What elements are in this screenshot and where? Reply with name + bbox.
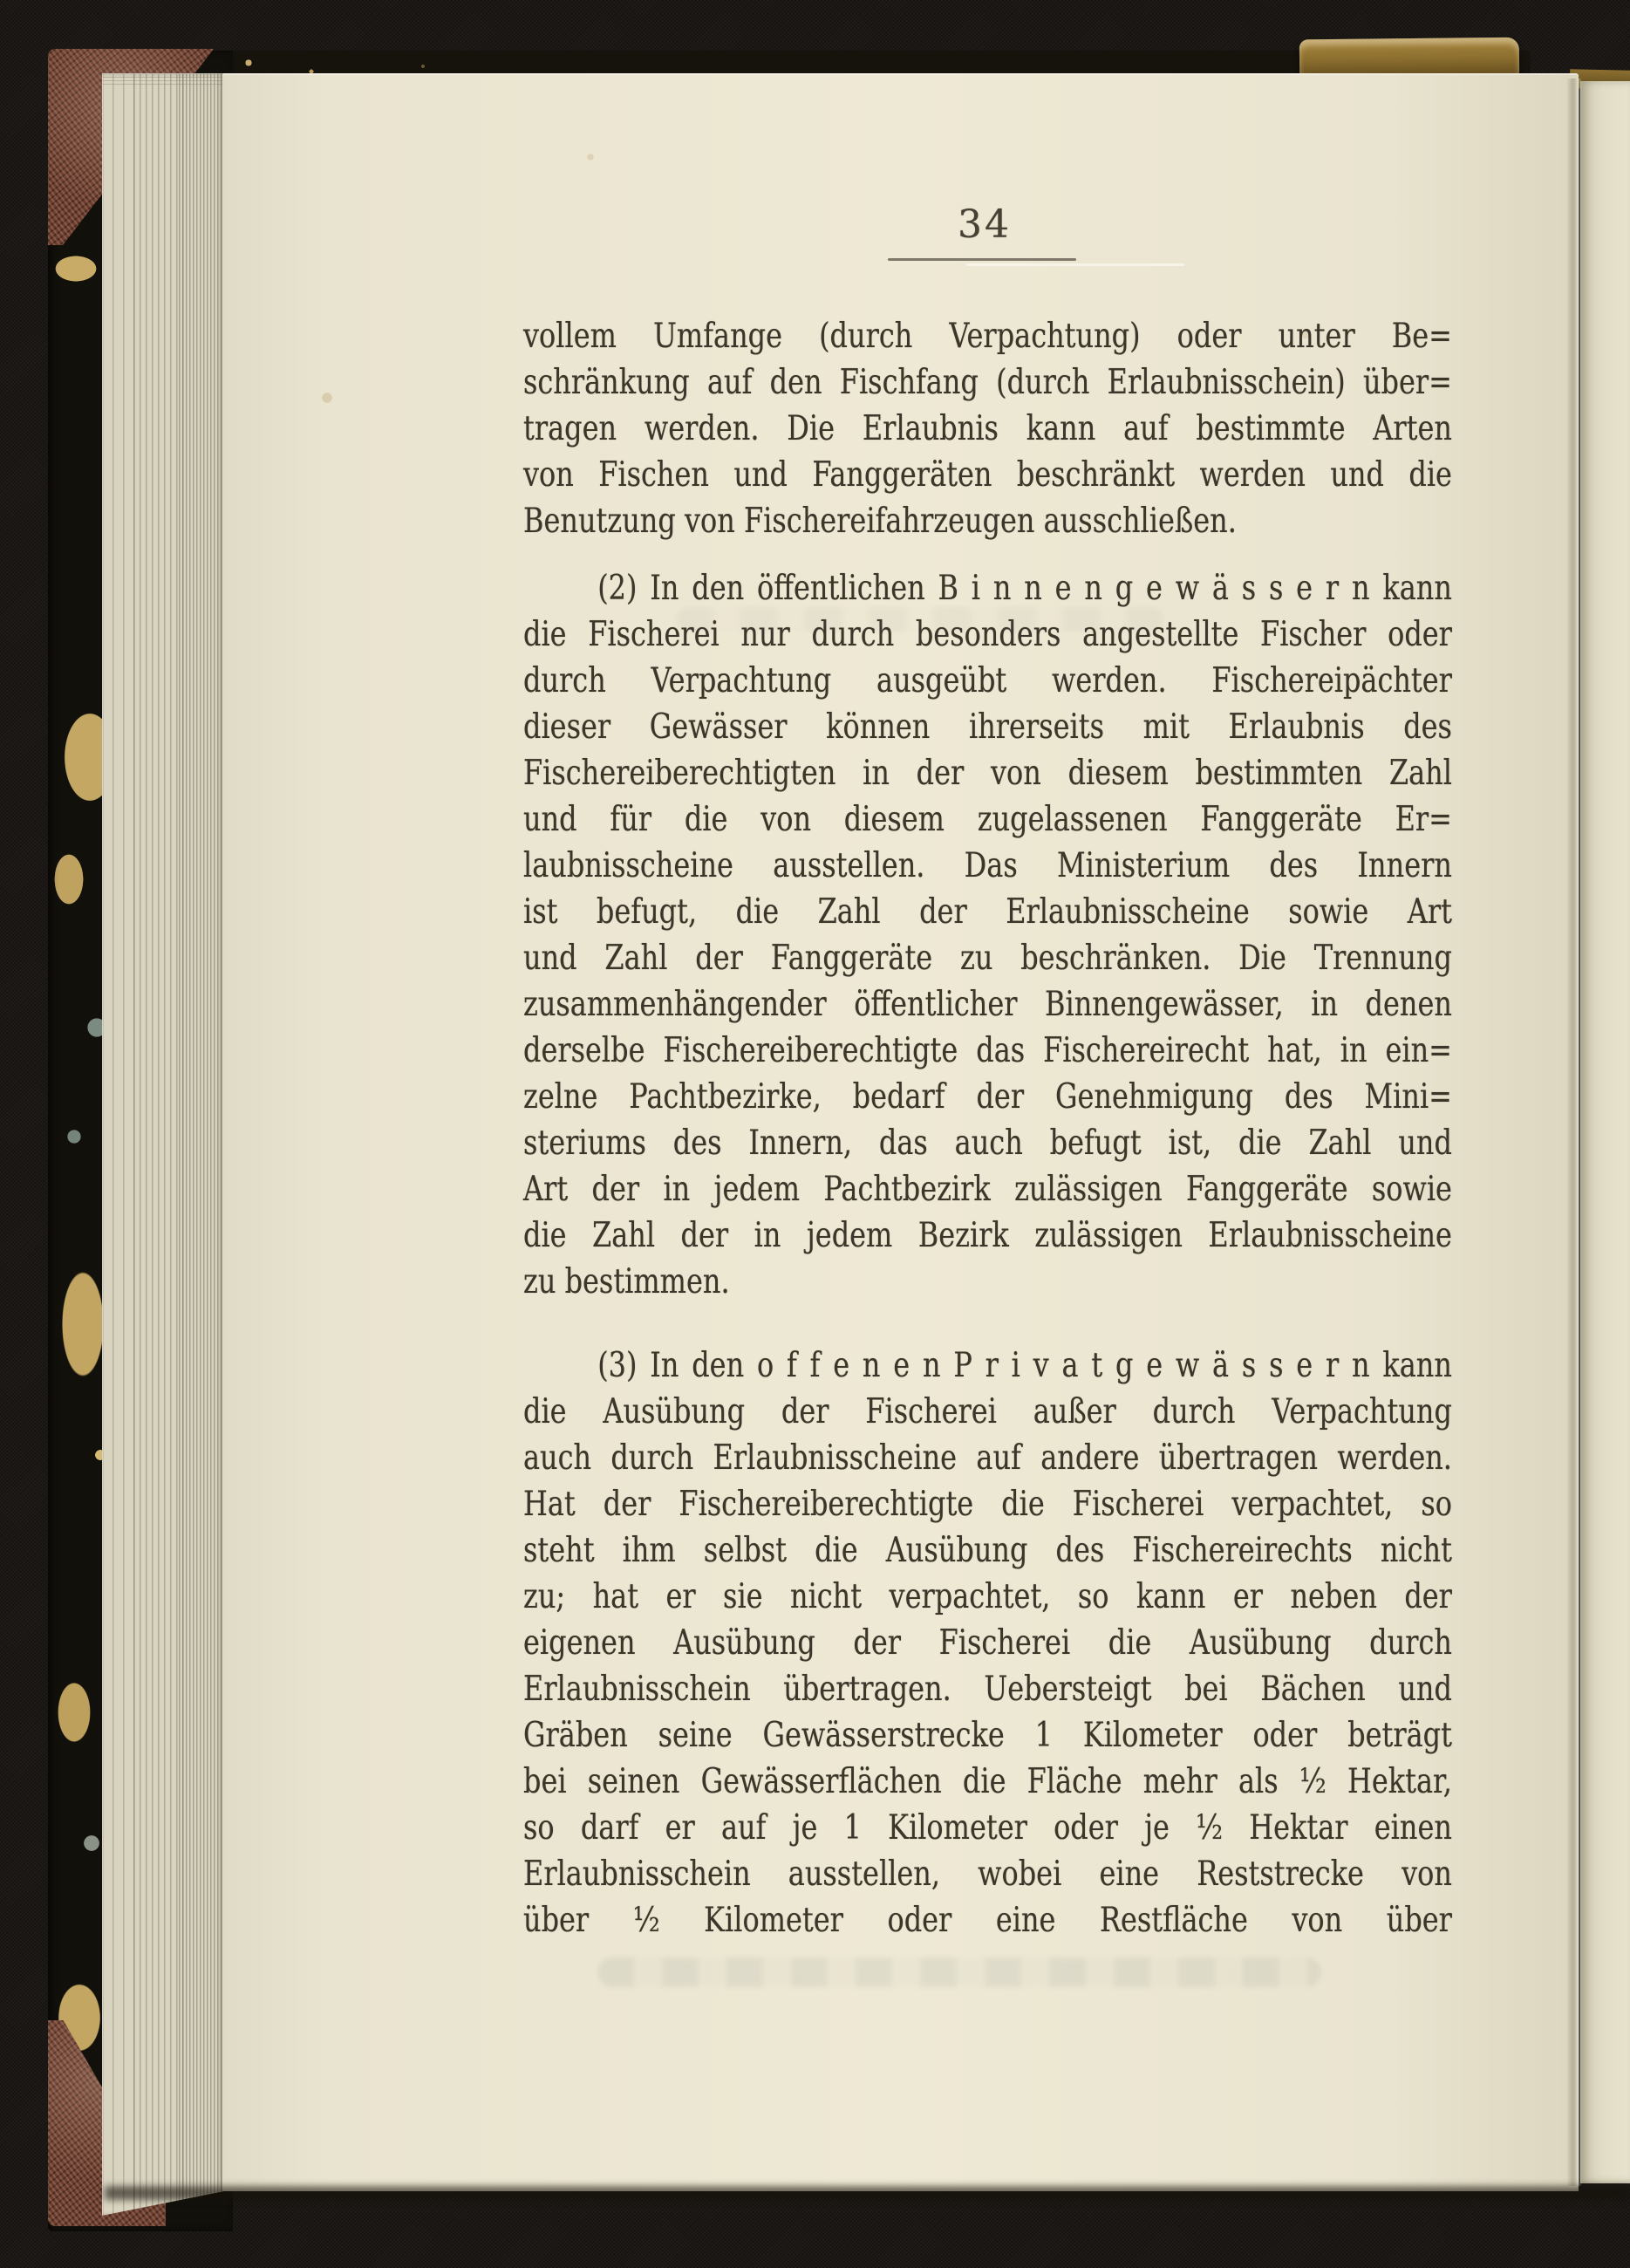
text-line: die Ausübung der Fischerei außer durch Verpachtung — [523, 1392, 1452, 1431]
book-page — [222, 73, 1579, 2191]
show-through-smudge — [597, 1957, 1321, 1987]
page-bottom-shadow — [105, 2186, 1630, 2200]
text-line: Gräben seine Gewässerstrecke 1 Kilometer oder beträgt — [523, 1716, 1452, 1755]
text-line: Hat der Fischereiberechtigte die Fischerei verpachtet, so — [523, 1485, 1452, 1524]
gutter-page-strip — [1580, 81, 1630, 2183]
text-line: über ½ Kilometer oder eine Restfläche von über — [523, 1901, 1452, 1940]
text-line: steriums des Innern, das auch befugt ist, die Zahl und — [523, 1124, 1452, 1163]
text-line: laubnisscheine ausstellen. Das Ministerium des Innern — [523, 846, 1452, 885]
text-line: von Fischen und Fanggeräten beschränkt werden und die — [523, 455, 1452, 495]
text-line: Benutzung von Fischereifahrzeugen ausschließen. — [523, 502, 1237, 541]
text-line: vollem Umfange (durch Verpachtung) oder unter Be= — [523, 317, 1452, 356]
text-line: Erlaubnisschein übertragen. Uebersteigt bei Bächen und — [523, 1670, 1452, 1709]
text-line: die Zahl der in jedem Bezirk zulässigen Erlaubnisscheine — [523, 1216, 1452, 1255]
text-line: bei seinen Gewässerflächen die Fläche mehr als ½ Hektar, — [523, 1762, 1452, 1801]
show-through-smudge — [676, 607, 1164, 632]
text-line: und für die von diesem zugelassenen Fanggeräte Er= — [523, 800, 1452, 839]
text-line: zelne Pachtbezirke, bedarf der Genehmigung des Mini= — [523, 1077, 1452, 1117]
text-line: durch Verpachtung ausgeübt werden. Fischereipächter — [523, 661, 1452, 700]
text-line: auch durch Erlaubnisscheine auf andere übertragen werden. — [523, 1438, 1452, 1478]
text-block — [523, 73, 1452, 2191]
text-line: und Zahl der Fanggeräte zu beschränken. Die Trennung — [523, 939, 1452, 978]
page-edge-stack — [102, 73, 224, 2216]
paragraph-p2 — [523, 565, 1452, 1305]
text-line: schränkung auf den Fischfang (durch Erlaubnisschein) über= — [523, 363, 1452, 402]
text-line: zu bestimmen. — [523, 1262, 730, 1301]
page-number: 34 — [958, 202, 1012, 247]
gutter-fold-shadow — [1566, 79, 1582, 2186]
text-line: Erlaubnisschein ausstellen, wobei eine Reststrecke von — [523, 1855, 1452, 1894]
text-line: ist befugt, die Zahl der Erlaubnisscheine sowie Art — [523, 892, 1452, 932]
text-line: (3) In den o f f e n e n P r i v a t g e w ä s s e r n kann — [597, 1346, 1452, 1385]
text-line: eigenen Ausübung der Fischerei die Ausübung durch — [523, 1623, 1452, 1663]
text-line: zusammenhängender öffentlicher Binnengewässer, in denen — [523, 985, 1452, 1024]
paragraph-p3 — [523, 1342, 1452, 1944]
text-line: dieser Gewässer können ihrerseits mit Erlaubnis des — [523, 707, 1452, 747]
paragraph-p1 — [523, 313, 1452, 544]
text-line: Fischereiberechtigten in der von diesem bestimmten Zahl — [523, 754, 1452, 793]
text-line: steht ihm selbst die Ausübung des Fischereirechts nicht — [523, 1531, 1452, 1570]
text-line: zu; hat er sie nicht verpachtet, so kann er neben der — [523, 1577, 1452, 1616]
text-line: so darf er auf je 1 Kilometer oder je ½ Hektar einen — [523, 1808, 1452, 1848]
text-line: die Fischerei nur durch besonders angestellte Fischer oder — [523, 615, 1452, 654]
text-line: Art der in jedem Pachtbezirk zulässigen Fanggeräte sowie — [523, 1170, 1452, 1209]
text-line: (2) In den öffentlichen B i n n e n g e w ä s s e r n kann — [597, 569, 1452, 608]
text-line: derselbe Fischereiberechtigte das Fischereirecht hat, in ein= — [523, 1031, 1452, 1070]
text-line: tragen werden. Die Erlaubnis kann auf bestimmte Arten — [523, 409, 1452, 448]
